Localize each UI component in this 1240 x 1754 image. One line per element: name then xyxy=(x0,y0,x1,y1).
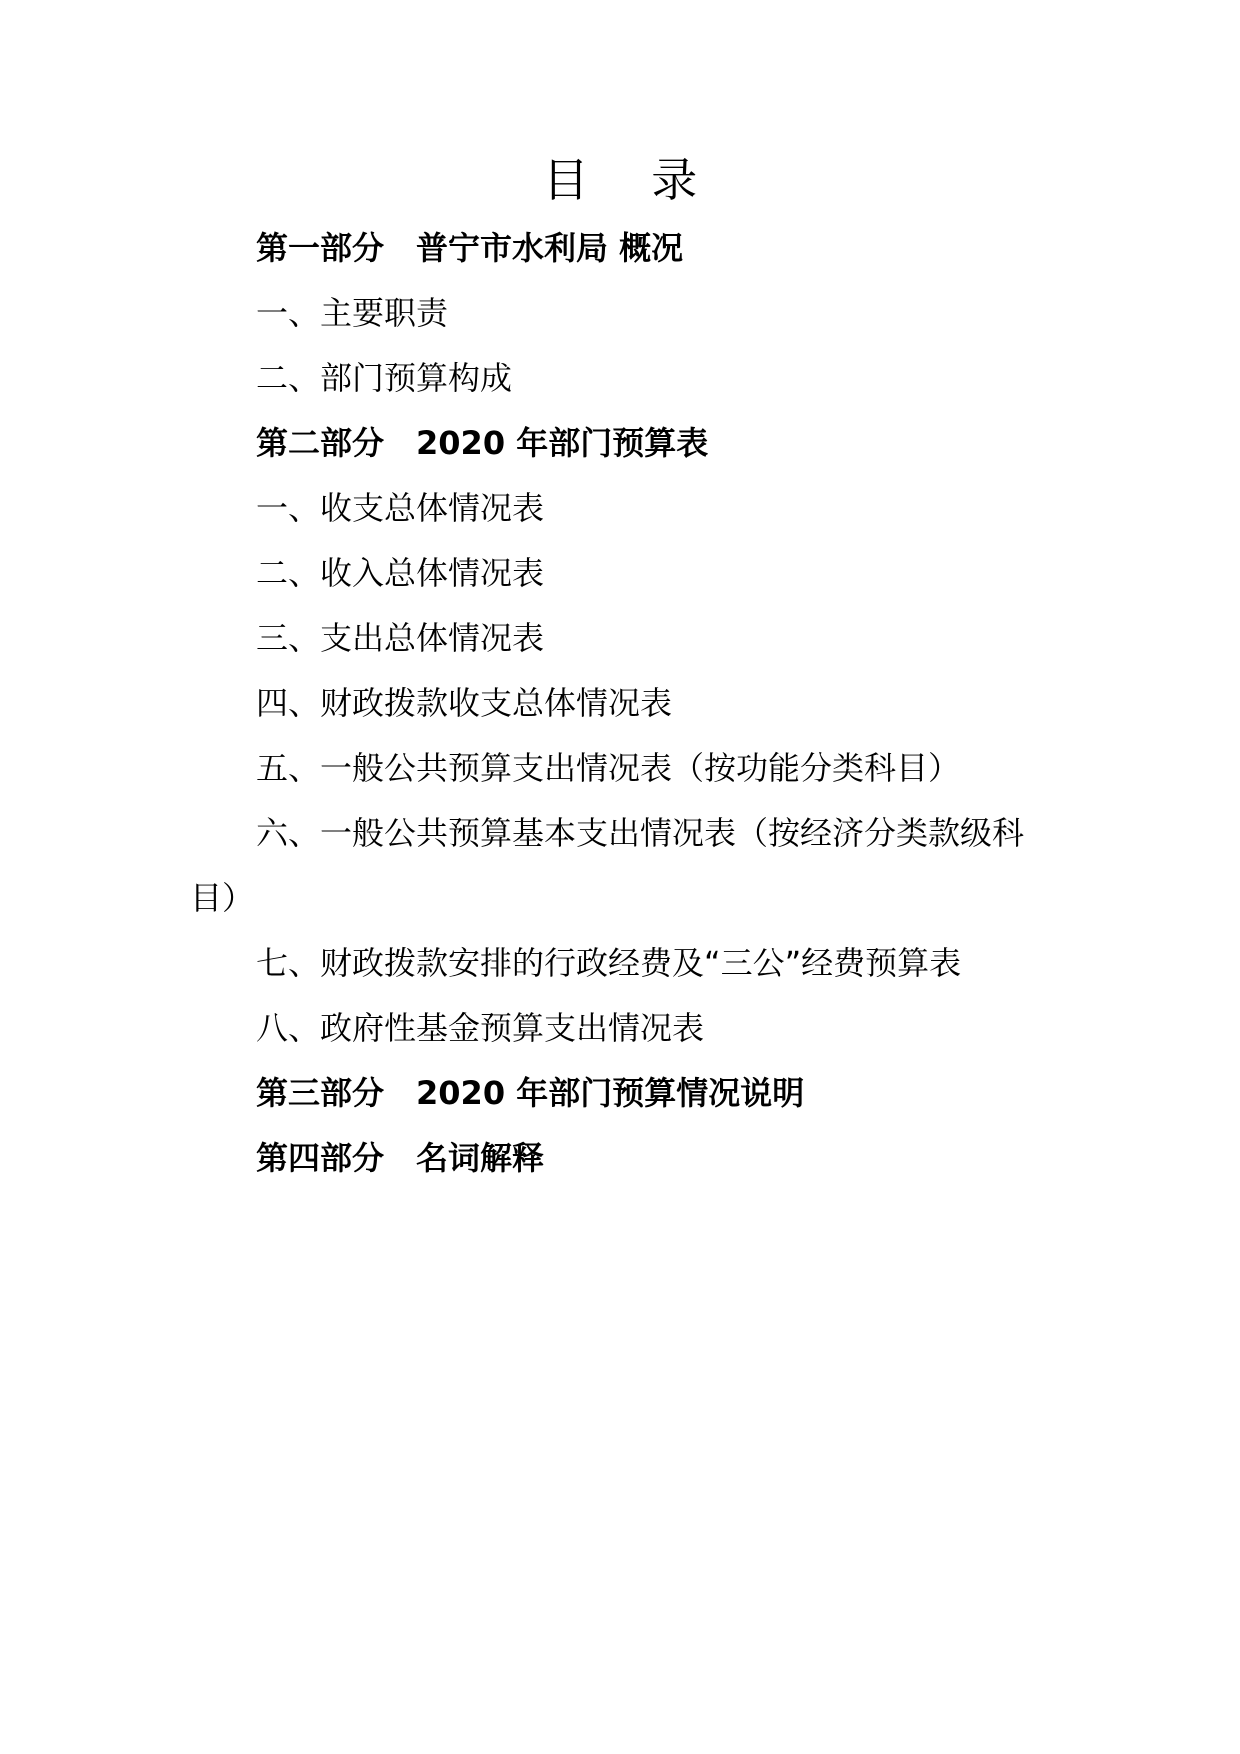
toc-part-label: 第四部分 xyxy=(256,1139,385,1177)
toc-item xyxy=(256,683,672,723)
toc-part-title: 普宁市水利局 概况 xyxy=(416,229,684,267)
toc-item-text: 一、主要职责 xyxy=(256,294,449,332)
toc-item xyxy=(256,813,1024,853)
toc-item-text: 七、财政拨款安排的行政经费及“三公”经费预算表 xyxy=(256,944,962,982)
toc-item xyxy=(256,358,512,398)
toc-item xyxy=(256,293,448,333)
toc-item xyxy=(256,553,544,593)
toc-item-text: 一、收支总体情况表 xyxy=(256,489,545,527)
toc-part-2 xyxy=(256,423,708,463)
toc-item xyxy=(256,943,961,983)
toc-title: 目 录 xyxy=(542,153,722,207)
toc-part-label: 第二部分 xyxy=(256,424,385,462)
toc-item-text: 二、部门预算构成 xyxy=(256,359,513,397)
toc-item xyxy=(256,618,544,658)
toc-part-4 xyxy=(256,1138,544,1178)
toc-part-3 xyxy=(256,1073,804,1113)
toc-item-text: 四、财政拨款收支总体情况表 xyxy=(256,684,673,722)
toc-item-text: 八、政府性基金预算支出情况表 xyxy=(256,1009,705,1047)
toc-item-text: 二、收入总体情况表 xyxy=(256,554,545,592)
toc-part-title: 名词解释 xyxy=(416,1139,545,1177)
toc-item-text: 五、一般公共预算支出情况表（按功能分类科目） xyxy=(256,749,961,787)
toc-item xyxy=(256,488,544,528)
toc-item-text: 六、一般公共预算基本支出情况表（按经济分类款级科 xyxy=(256,814,1025,852)
toc-item xyxy=(256,1008,704,1048)
toc-item-text: 目） xyxy=(190,879,255,917)
toc-part-label: 第三部分 xyxy=(256,1074,385,1112)
toc-part-1 xyxy=(256,228,683,268)
toc-part-title: 2020 年部门预算表 xyxy=(416,424,709,462)
toc-part-title: 2020 年部门预算情况说明 xyxy=(416,1074,805,1112)
toc-item-continuation xyxy=(190,878,254,918)
toc-part-label: 第一部分 xyxy=(256,229,385,267)
toc-item xyxy=(256,748,960,788)
toc-item-text: 三、支出总体情况表 xyxy=(256,619,545,657)
